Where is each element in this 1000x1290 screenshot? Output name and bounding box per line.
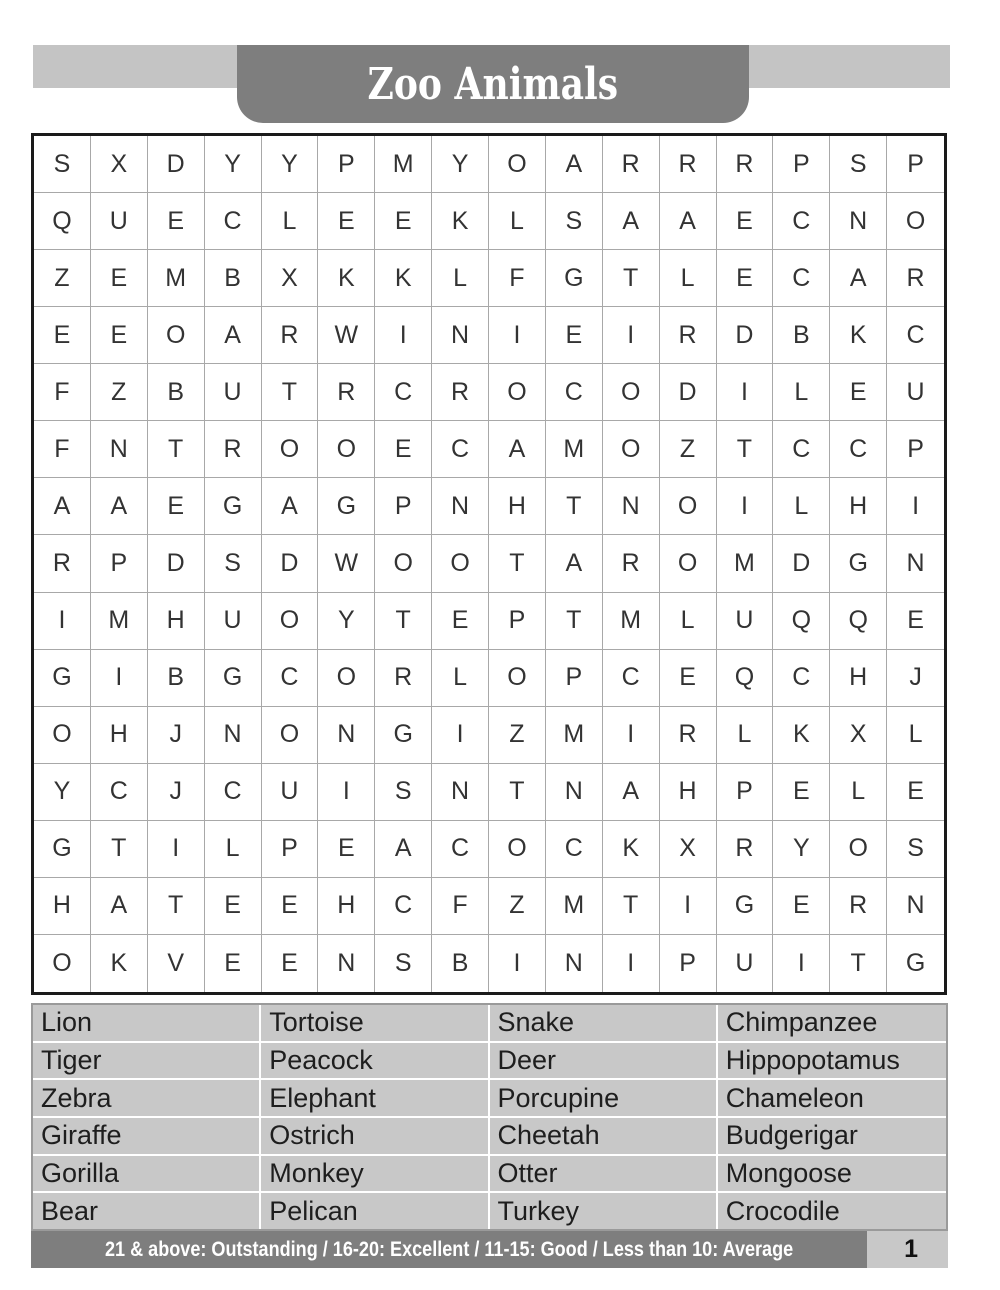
- grid-cell[interactable]: L: [660, 250, 717, 307]
- word-list-item: Zebra: [33, 1080, 259, 1118]
- grid-cell[interactable]: Y: [773, 821, 830, 878]
- grid-cell[interactable]: I: [887, 478, 944, 535]
- grid-cell[interactable]: E: [205, 878, 262, 935]
- grid-cell[interactable]: L: [717, 707, 774, 764]
- grid-cell[interactable]: G: [830, 535, 887, 592]
- grid-cell[interactable]: I: [773, 935, 830, 992]
- grid-cell[interactable]: Q: [717, 650, 774, 707]
- title-tab: [237, 45, 749, 123]
- grid-cell[interactable]: C: [546, 821, 603, 878]
- grid-cell[interactable]: P: [91, 535, 148, 592]
- grid-cell[interactable]: B: [205, 250, 262, 307]
- grid-cell[interactable]: H: [830, 478, 887, 535]
- word-list-item: Giraffe: [33, 1118, 259, 1156]
- grid-cell[interactable]: I: [489, 935, 546, 992]
- grid-cell[interactable]: A: [830, 250, 887, 307]
- grid-cell[interactable]: R: [717, 136, 774, 193]
- grid-cell[interactable]: O: [489, 650, 546, 707]
- grid-cell[interactable]: H: [91, 707, 148, 764]
- grid-cell[interactable]: O: [375, 535, 432, 592]
- grid-cell[interactable]: R: [660, 136, 717, 193]
- grid-cell[interactable]: O: [830, 821, 887, 878]
- grid-cell[interactable]: T: [489, 764, 546, 821]
- grid-cell[interactable]: L: [773, 364, 830, 421]
- grid-cell[interactable]: M: [603, 593, 660, 650]
- grid-cell[interactable]: D: [262, 535, 319, 592]
- grid-cell[interactable]: T: [148, 421, 205, 478]
- grid-cell[interactable]: M: [546, 878, 603, 935]
- word-list-item: Budgerigar: [718, 1118, 946, 1156]
- grid-cell[interactable]: P: [773, 136, 830, 193]
- word-list-item: Crocodile: [725, 1195, 840, 1226]
- grid-cell[interactable]: E: [262, 878, 319, 935]
- grid-cell[interactable]: S: [375, 764, 432, 821]
- grid-cell[interactable]: R: [830, 878, 887, 935]
- grid-cell[interactable]: D: [773, 535, 830, 592]
- word-list-item: Chameleon: [718, 1080, 946, 1118]
- grid-cell[interactable]: O: [262, 593, 319, 650]
- grid-cell[interactable]: A: [660, 193, 717, 250]
- grid-cell[interactable]: T: [603, 878, 660, 935]
- grid-cell[interactable]: N: [318, 935, 375, 992]
- grid-cell[interactable]: R: [318, 364, 375, 421]
- grid-cell[interactable]: R: [717, 821, 774, 878]
- word-list-item: Chimpanzee: [718, 1005, 946, 1043]
- grid-cell[interactable]: U: [205, 593, 262, 650]
- grid-cell[interactable]: Q: [34, 193, 91, 250]
- grid-cell[interactable]: E: [660, 650, 717, 707]
- grid-cell[interactable]: M: [375, 136, 432, 193]
- grid-cell[interactable]: L: [432, 650, 489, 707]
- word-list-item: Porcupine: [490, 1080, 716, 1118]
- grid-cell[interactable]: C: [773, 250, 830, 307]
- grid-cell[interactable]: K: [773, 707, 830, 764]
- grid-cell[interactable]: H: [34, 878, 91, 935]
- grid-cell[interactable]: B: [148, 650, 205, 707]
- grid-cell[interactable]: E: [773, 764, 830, 821]
- grid-cell[interactable]: P: [262, 821, 319, 878]
- page-title: Zoo Animals: [367, 58, 619, 110]
- grid-cell[interactable]: R: [205, 421, 262, 478]
- grid-cell[interactable]: N: [546, 764, 603, 821]
- grid-cell[interactable]: J: [887, 650, 944, 707]
- grid-cell[interactable]: J: [148, 707, 205, 764]
- grid-cell[interactable]: A: [34, 478, 91, 535]
- word-search-grid: [31, 133, 947, 995]
- grid-cell[interactable]: M: [546, 421, 603, 478]
- grid-cell[interactable]: G: [546, 250, 603, 307]
- grid-cell[interactable]: U: [262, 764, 319, 821]
- grid-cell[interactable]: P: [318, 136, 375, 193]
- grid-cell[interactable]: R: [660, 707, 717, 764]
- grid-cell[interactable]: I: [91, 650, 148, 707]
- grid-cell[interactable]: K: [91, 935, 148, 992]
- grid-cell[interactable]: C: [830, 421, 887, 478]
- grid-cell[interactable]: A: [91, 878, 148, 935]
- grid-cell[interactable]: G: [717, 878, 774, 935]
- grid-cell[interactable]: N: [432, 764, 489, 821]
- page-number: 1: [904, 1235, 918, 1263]
- scoring-bar: [31, 1231, 867, 1268]
- grid-cell[interactable]: T: [262, 364, 319, 421]
- grid-cell[interactable]: T: [489, 535, 546, 592]
- grid-cell[interactable]: E: [432, 593, 489, 650]
- grid-cell[interactable]: I: [34, 593, 91, 650]
- grid-cell[interactable]: N: [603, 478, 660, 535]
- grid-cell[interactable]: R: [887, 250, 944, 307]
- grid-cell[interactable]: L: [432, 250, 489, 307]
- grid-cell[interactable]: N: [546, 935, 603, 992]
- grid-cell[interactable]: C: [91, 764, 148, 821]
- grid-cell[interactable]: C: [432, 821, 489, 878]
- grid-cell[interactable]: L: [262, 193, 319, 250]
- grid-cell[interactable]: O: [887, 193, 944, 250]
- grid-cell[interactable]: E: [205, 935, 262, 992]
- grid-cell[interactable]: E: [773, 878, 830, 935]
- grid-cell[interactable]: C: [375, 878, 432, 935]
- grid-cell[interactable]: C: [773, 650, 830, 707]
- grid-cell[interactable]: O: [318, 650, 375, 707]
- word-column: [718, 1005, 946, 1229]
- grid-cell[interactable]: S: [830, 136, 887, 193]
- grid-cell[interactable]: U: [717, 935, 774, 992]
- word-list-item: Ostrich: [261, 1118, 487, 1156]
- word-list-item: Gorilla: [33, 1156, 259, 1194]
- grid-cell[interactable]: N: [205, 707, 262, 764]
- word-list-item: Tiger: [33, 1043, 259, 1081]
- grid-cell[interactable]: Q: [773, 593, 830, 650]
- grid-cell[interactable]: Y: [205, 136, 262, 193]
- grid-cell[interactable]: E: [318, 193, 375, 250]
- grid-cell[interactable]: Y: [432, 136, 489, 193]
- word-list-item: Otter: [490, 1156, 716, 1194]
- grid-cell[interactable]: I: [717, 478, 774, 535]
- grid-cell[interactable]: T: [148, 878, 205, 935]
- grid-cell[interactable]: E: [34, 307, 91, 364]
- grid-cell[interactable]: U: [887, 364, 944, 421]
- grid-cell[interactable]: T: [717, 421, 774, 478]
- grid-cell[interactable]: M: [717, 535, 774, 592]
- grid-cell[interactable]: K: [375, 250, 432, 307]
- grid-cell[interactable]: Y: [262, 136, 319, 193]
- grid-cell[interactable]: G: [34, 821, 91, 878]
- grid-cell[interactable]: C: [773, 421, 830, 478]
- grid-cell[interactable]: R: [603, 535, 660, 592]
- word-list-item: Snake: [490, 1005, 716, 1043]
- grid-cell[interactable]: I: [489, 307, 546, 364]
- grid-cell[interactable]: S: [375, 935, 432, 992]
- grid-cell[interactable]: D: [148, 136, 205, 193]
- grid-cell[interactable]: I: [603, 307, 660, 364]
- grid-cell[interactable]: R: [375, 650, 432, 707]
- grid-cell[interactable]: I: [603, 707, 660, 764]
- grid-cell[interactable]: I: [432, 707, 489, 764]
- grid-cell[interactable]: W: [318, 535, 375, 592]
- grid-cell[interactable]: O: [489, 136, 546, 193]
- grid-cell[interactable]: A: [375, 821, 432, 878]
- grid-cell[interactable]: C: [887, 307, 944, 364]
- grid-cell[interactable]: P: [887, 136, 944, 193]
- grid-cell[interactable]: E: [830, 364, 887, 421]
- grid-cell[interactable]: G: [318, 478, 375, 535]
- grid-cell[interactable]: A: [262, 478, 319, 535]
- grid-cell[interactable]: P: [887, 421, 944, 478]
- grid-cell[interactable]: G: [375, 707, 432, 764]
- grid-cell[interactable]: Z: [91, 364, 148, 421]
- grid-cell[interactable]: N: [318, 707, 375, 764]
- word-column: [490, 1005, 718, 1229]
- grid-cell[interactable]: K: [603, 821, 660, 878]
- grid-cell[interactable]: C: [205, 764, 262, 821]
- grid-cell[interactable]: I: [717, 364, 774, 421]
- grid-cell[interactable]: E: [91, 250, 148, 307]
- grid-cell[interactable]: E: [375, 193, 432, 250]
- word-list-item: Mongoose: [718, 1156, 946, 1194]
- grid-cell[interactable]: O: [660, 478, 717, 535]
- grid-cell[interactable]: R: [660, 307, 717, 364]
- grid-cell[interactable]: Y: [318, 593, 375, 650]
- grid-cell[interactable]: R: [432, 364, 489, 421]
- grid-cell[interactable]: T: [91, 821, 148, 878]
- grid-cell[interactable]: O: [660, 535, 717, 592]
- grid-cell[interactable]: F: [34, 364, 91, 421]
- grid-cell[interactable]: E: [262, 935, 319, 992]
- grid-cell[interactable]: E: [887, 764, 944, 821]
- word-list-item: Lion: [33, 1005, 259, 1043]
- grid-cell[interactable]: E: [717, 193, 774, 250]
- grid-cell[interactable]: T: [603, 250, 660, 307]
- grid-cell[interactable]: B: [432, 935, 489, 992]
- word-list-item: Monkey: [261, 1156, 487, 1194]
- grid-cell[interactable]: A: [205, 307, 262, 364]
- grid-cell[interactable]: A: [91, 478, 148, 535]
- grid-cell[interactable]: P: [660, 935, 717, 992]
- grid-cell[interactable]: S: [546, 193, 603, 250]
- grid-cell[interactable]: L: [660, 593, 717, 650]
- grid-cell[interactable]: C: [432, 421, 489, 478]
- grid-cell[interactable]: B: [148, 364, 205, 421]
- grid-cell[interactable]: C: [773, 193, 830, 250]
- grid-cell[interactable]: I: [375, 307, 432, 364]
- word-column: [261, 1005, 489, 1229]
- grid-cell[interactable]: A: [546, 136, 603, 193]
- grid-cell[interactable]: I: [148, 821, 205, 878]
- grid-cell[interactable]: M: [546, 707, 603, 764]
- grid-cell[interactable]: S: [205, 535, 262, 592]
- grid-cell[interactable]: O: [489, 364, 546, 421]
- grid-cell[interactable]: O: [318, 421, 375, 478]
- grid-cell[interactable]: H: [660, 764, 717, 821]
- grid-cell[interactable]: E: [887, 593, 944, 650]
- word-list-item: Peacock: [261, 1043, 487, 1081]
- grid-cell[interactable]: D: [148, 535, 205, 592]
- grid-cell[interactable]: A: [546, 535, 603, 592]
- grid-cell[interactable]: T: [546, 478, 603, 535]
- word-list-item: Deer: [490, 1043, 716, 1081]
- scoring-text: 21 & above: Outstanding / 16-20: Excellent / 11-15: Good / Less than 10: Average: [104, 1237, 794, 1261]
- grid-cell[interactable]: A: [603, 193, 660, 250]
- grid-cell[interactable]: G: [205, 478, 262, 535]
- grid-cell[interactable]: G: [905, 948, 926, 977]
- grid-cell[interactable]: E: [148, 193, 205, 250]
- grid-cell[interactable]: R: [603, 136, 660, 193]
- grid-cell[interactable]: D: [660, 364, 717, 421]
- grid-cell[interactable]: U: [717, 593, 774, 650]
- word-list-item: Hippopotamus: [718, 1043, 946, 1081]
- grid-cell[interactable]: A: [603, 764, 660, 821]
- grid-cell[interactable]: C: [375, 364, 432, 421]
- word-column: [33, 1005, 261, 1229]
- grid-cell[interactable]: O: [148, 307, 205, 364]
- grid-cell[interactable]: E: [91, 307, 148, 364]
- grid-cell[interactable]: F: [34, 421, 91, 478]
- grid-cell[interactable]: T: [830, 935, 887, 992]
- grid-cell[interactable]: Z: [660, 421, 717, 478]
- grid-cell[interactable]: F: [432, 878, 489, 935]
- grid-cell[interactable]: P: [717, 764, 774, 821]
- grid-cell[interactable]: K: [432, 193, 489, 250]
- grid-cell[interactable]: A: [489, 421, 546, 478]
- grid-cell[interactable]: E: [148, 478, 205, 535]
- grid-cell[interactable]: I: [318, 764, 375, 821]
- grid-cell[interactable]: X: [660, 821, 717, 878]
- grid-cell[interactable]: Z: [489, 707, 546, 764]
- grid-cell[interactable]: N: [91, 421, 148, 478]
- grid-cell[interactable]: K: [318, 250, 375, 307]
- grid-cell[interactable]: E: [546, 307, 603, 364]
- word-list-item: Turkey: [497, 1195, 580, 1226]
- grid-cell[interactable]: L: [773, 478, 830, 535]
- grid-cell[interactable]: L: [887, 707, 944, 764]
- grid-cell[interactable]: L: [205, 821, 262, 878]
- grid-cell[interactable]: O: [34, 707, 91, 764]
- grid-cell[interactable]: G: [205, 650, 262, 707]
- word-list-item: Cheetah: [490, 1118, 716, 1156]
- grid-cell[interactable]: Z: [489, 878, 546, 935]
- grid-cell[interactable]: C: [603, 650, 660, 707]
- grid-cell[interactable]: J: [148, 764, 205, 821]
- grid-cell[interactable]: I: [603, 935, 660, 992]
- grid-cell[interactable]: O: [603, 421, 660, 478]
- grid-cell[interactable]: X: [91, 136, 148, 193]
- word-list-item: Pelican: [269, 1195, 358, 1226]
- grid-cell[interactable]: Z: [34, 250, 91, 307]
- grid-cell[interactable]: P: [489, 593, 546, 650]
- grid-cell[interactable]: O: [262, 421, 319, 478]
- word-list-item: Bear: [41, 1195, 99, 1226]
- grid-cell[interactable]: H: [830, 650, 887, 707]
- grid-cell[interactable]: S: [34, 136, 91, 193]
- grid-cell[interactable]: N: [432, 307, 489, 364]
- word-list-item: Elephant: [261, 1080, 487, 1118]
- grid-cell[interactable]: E: [318, 821, 375, 878]
- grid-cell[interactable]: N: [432, 478, 489, 535]
- grid-cell[interactable]: X: [262, 250, 319, 307]
- grid-cell[interactable]: C: [205, 193, 262, 250]
- grid-cell[interactable]: O: [34, 935, 91, 992]
- grid-cell[interactable]: P: [546, 650, 603, 707]
- grid-cell[interactable]: O: [489, 821, 546, 878]
- grid-cell[interactable]: C: [546, 364, 603, 421]
- grid-cell[interactable]: R: [262, 307, 319, 364]
- grid-cell[interactable]: N: [830, 193, 887, 250]
- grid-cell[interactable]: P: [375, 478, 432, 535]
- grid-cell[interactable]: W: [318, 307, 375, 364]
- grid-cell[interactable]: G: [34, 650, 91, 707]
- grid-cell[interactable]: T: [375, 593, 432, 650]
- grid-cell[interactable]: F: [489, 250, 546, 307]
- grid-cell[interactable]: U: [91, 193, 148, 250]
- grid-cell[interactable]: U: [205, 364, 262, 421]
- grid-cell[interactable]: I: [660, 878, 717, 935]
- grid-cell[interactable]: O: [262, 707, 319, 764]
- grid-cell[interactable]: K: [830, 307, 887, 364]
- grid-cell[interactable]: H: [148, 593, 205, 650]
- grid-cell[interactable]: Y: [34, 764, 91, 821]
- grid-cell[interactable]: E: [375, 421, 432, 478]
- grid-cell[interactable]: Q: [830, 593, 887, 650]
- footer: [31, 1231, 948, 1268]
- grid-cell[interactable]: C: [262, 650, 319, 707]
- grid-cell[interactable]: M: [148, 250, 205, 307]
- grid-cell[interactable]: T: [546, 593, 603, 650]
- word-list: [31, 1003, 948, 1231]
- grid-cell[interactable]: X: [830, 707, 887, 764]
- grid-cell[interactable]: S: [887, 821, 944, 878]
- grid-cell[interactable]: M: [91, 593, 148, 650]
- grid-cell[interactable]: H: [318, 878, 375, 935]
- word-list-item: Tortoise: [261, 1005, 487, 1043]
- grid-cell[interactable]: R: [34, 535, 91, 592]
- grid-cell[interactable]: D: [717, 307, 774, 364]
- grid-cell[interactable]: O: [432, 535, 489, 592]
- grid-cell[interactable]: L: [489, 193, 546, 250]
- grid-cell[interactable]: V: [148, 935, 205, 992]
- grid-cell[interactable]: B: [773, 307, 830, 364]
- grid-cell[interactable]: O: [603, 364, 660, 421]
- grid-cell[interactable]: E: [717, 250, 774, 307]
- grid-cell[interactable]: L: [830, 764, 887, 821]
- grid-cell[interactable]: N: [887, 878, 944, 935]
- grid-cell[interactable]: N: [887, 535, 944, 592]
- grid-cell[interactable]: H: [489, 478, 546, 535]
